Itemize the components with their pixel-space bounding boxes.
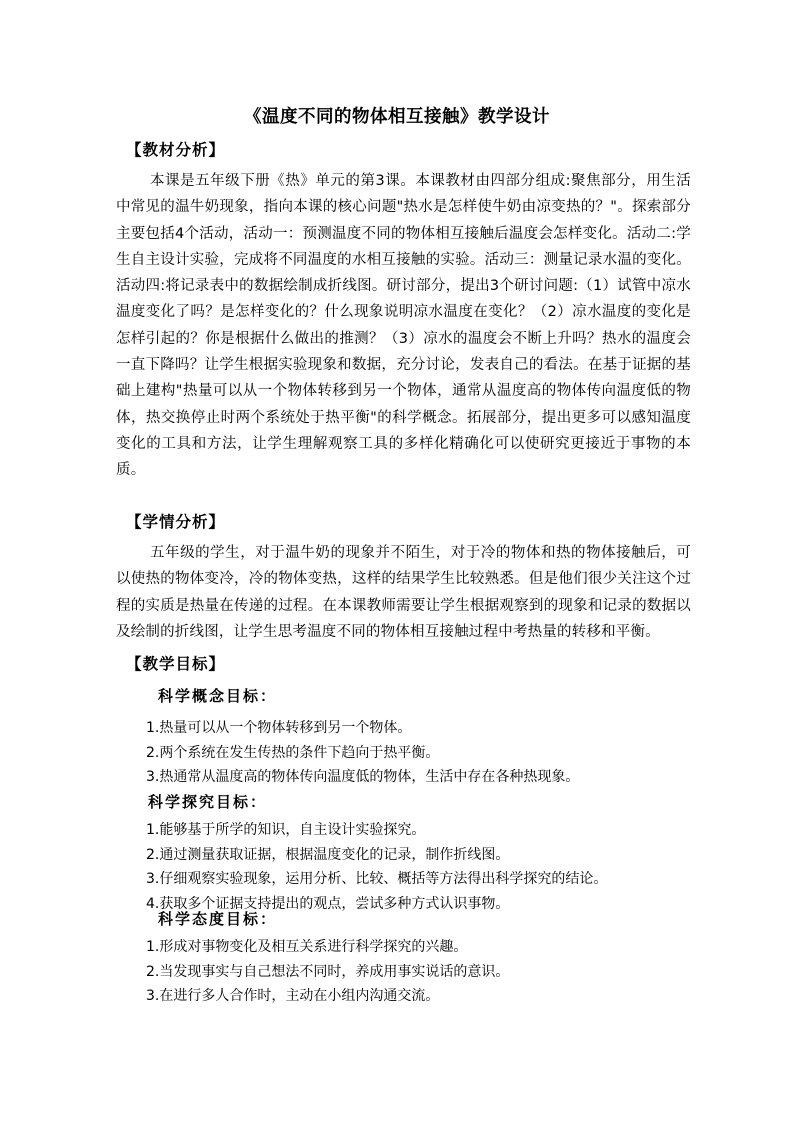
attitude-goals-list bbox=[146, 935, 509, 1009]
section-heading-goals: 【教学目标】 bbox=[126, 655, 226, 673]
student-analysis-paragraph: 五年级的学生，对于温牛奶的现象并不陌生，对于冷的物体和热的物体接触后，可以使热的物体变冷，冷的物体变热，这样的结果学生比较熟悉。但是他们很少关注这个过程的实质是热量在传递的过程。在本课教师需要让学生根据观察到的现象和记录的数据以及绘制的折线图，让学生思考温度不同的物体相互接触过程中考热量的转移和平衡。 bbox=[116, 545, 691, 640]
list-item: 2.通过测量获取证据，根据温度变化的记录，制作折线图。 bbox=[146, 846, 510, 863]
list-item: 3.仔细观察实验现象，运用分析、比较、概括等方法得出科学探究的结论。 bbox=[146, 871, 608, 887]
list-item: 1.热量可以从一个物体转移到另一个物体。 bbox=[146, 720, 412, 736]
section-heading-textbook: 【教材分析】 bbox=[126, 141, 226, 159]
list-item: 1.形成对事物变化及相互关系进行科学探究的兴趣。 bbox=[146, 939, 468, 955]
section-heading-students: 【学情分析】 bbox=[126, 513, 226, 531]
concept-goals-list bbox=[146, 716, 579, 790]
concept-goals-heading: 科学概念目标： bbox=[158, 687, 278, 705]
document-title: 《温度不同的物体相互接触》教学设计 bbox=[244, 107, 550, 127]
attitude-goals-heading: 科学态度目标： bbox=[158, 910, 278, 928]
list-item: 3.热通常从温度高的物体传向温度低的物体，生活中存在各种热现象。 bbox=[146, 769, 580, 785]
textbook-analysis-paragraph: 本课是五年级下册《热》单元的第3课。本课教材由四部分组成:聚焦部分，用生活中常见的温牛奶现象，指向本课的核心问题"热水是怎样使牛奶由凉变热的？"。探索部分主要包括4个活动，活动一：预测温度不同的物体相互接触后温度会怎样变化。活动二:学生自主设计实验，完成将不同温度的水相互接触的实验。活动三：测量记录水温的变化。活动四:将记录表中的数据绘制成折线图。研讨部分，提出3个研讨问题:（1）试管中凉水温度变化了吗？是怎样变化的？什么现象说明凉水温度在变化？（2）凉水温度的变化是怎样引起的？你是根据什么做出的推测？（3）凉水的温度会不断上升吗？热水的温度会一直下降吗？让学生根据实验现象和数据，充分讨论，发表自己的看法。在基于证据的基础上建构"热量可以从一个物体转移到另一个物体，通常从温度高的物体传向温度低的物体，热交换停止时两个系统处于热平衡"的科学概念。拓展部分，提出更多可以感知温度变化的工具和方法，让学生理解观察工具的多样化精确化可以使研究更接近于事物的本质。 bbox=[116, 173, 691, 479]
list-item: 3.在进行多人合作时，主动在小组内沟通交流。 bbox=[146, 988, 440, 1004]
list-item: 2.两个系统在发生传热的条件下趋向于热平衡。 bbox=[146, 744, 440, 761]
inquiry-goals-list bbox=[146, 818, 607, 916]
inquiry-goals-heading: 科学探究目标： bbox=[148, 793, 268, 811]
list-item: 1.能够基于所学的知识，自主设计实验探究。 bbox=[146, 822, 426, 838]
list-item: 4.获取多个证据支持提出的观点，尝试多种方式认识事物。 bbox=[146, 895, 510, 912]
list-item: 2.当发现事实与自己想法不同时，养成用事实说话的意识。 bbox=[146, 963, 510, 980]
